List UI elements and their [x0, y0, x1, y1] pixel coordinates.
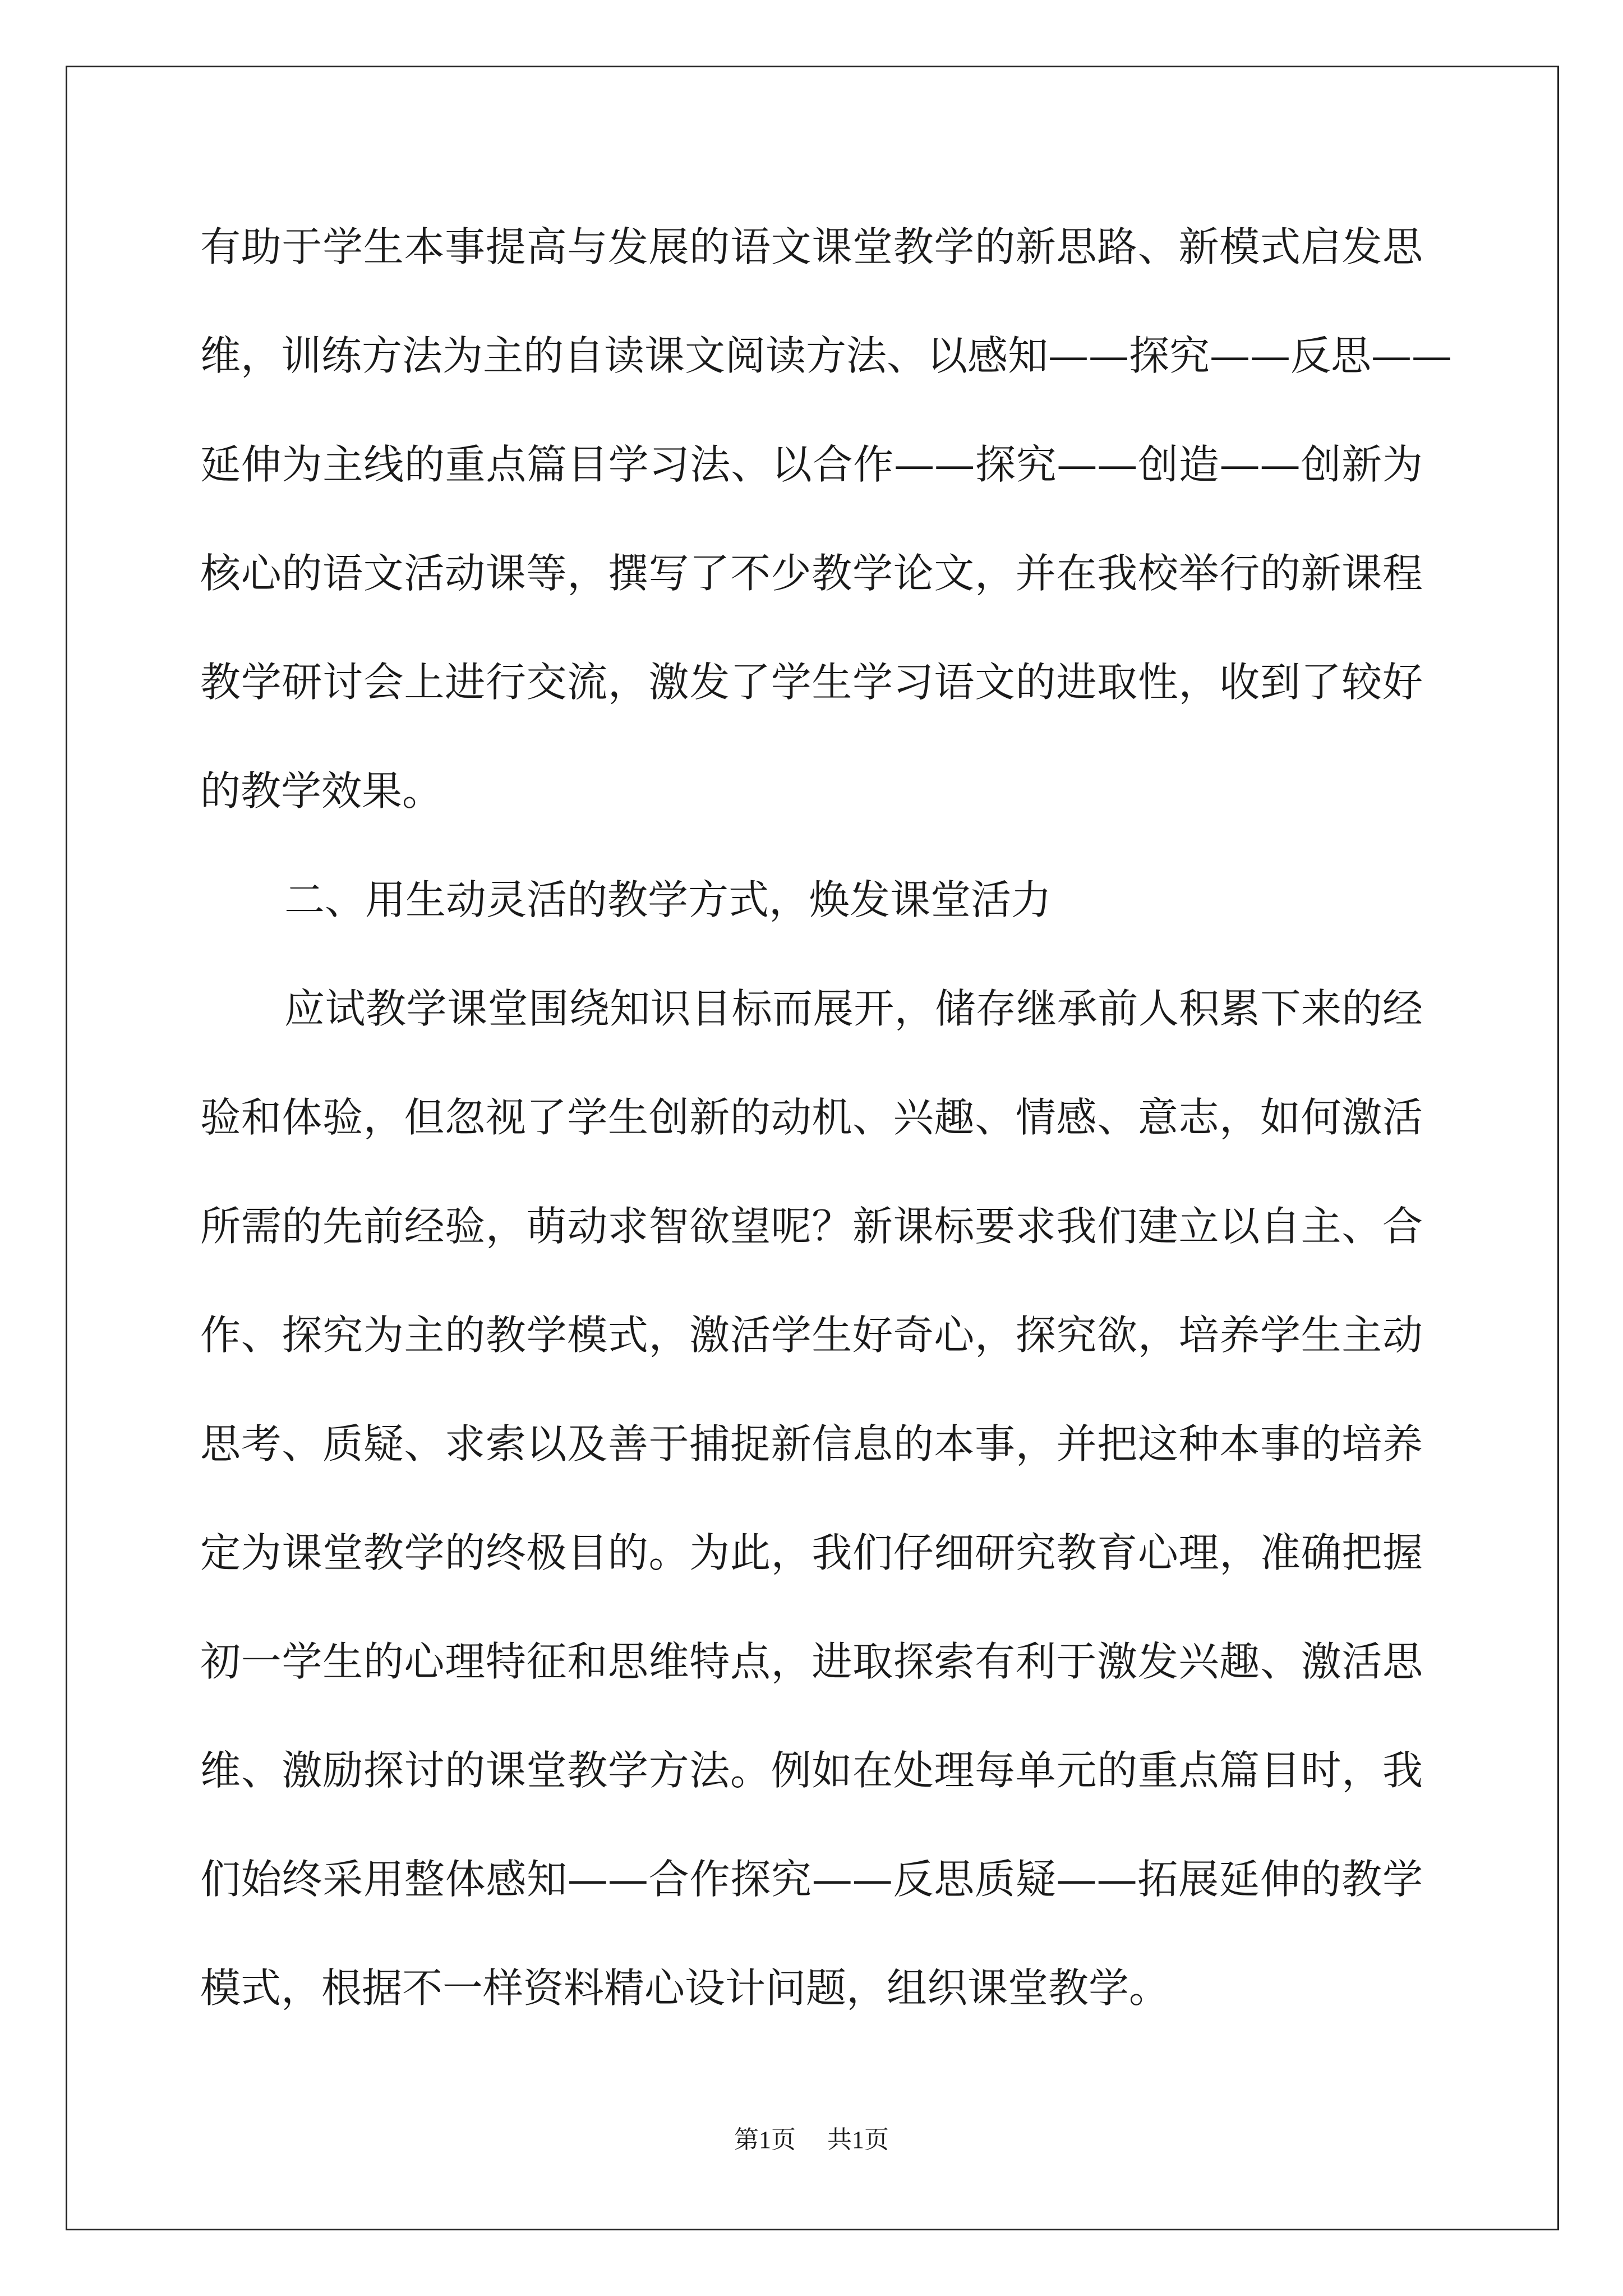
- text-line: 教学研讨会上进行交流，激发了学生学习语文的进取性，收到了较好: [200, 659, 1423, 706]
- text-line: 初一学生的心理特征和思维特点，进取探索有利于激发兴趣、激活思: [200, 1638, 1423, 1685]
- text-line: 验和体验，但忽视了学生创新的动机、兴趣、情感、意志，如何激活: [200, 1094, 1423, 1141]
- text-line: 思考、质疑、求索以及善于捕捉新信息的本事，并把这种本事的培养: [200, 1420, 1423, 1467]
- text-line: 们始终采用整体感知——合作探究——反思质疑——拓展延伸的教学: [200, 1856, 1423, 1903]
- section-heading: 二、用生动灵活的教学方式，焕发课堂活力: [284, 876, 1052, 923]
- page-number: 第1页: [734, 2126, 796, 2154]
- document-body: [200, 213, 1453, 2063]
- text-line: 有助于学生本事提高与发展的语文课堂教学的新思路、新模式启发思: [200, 223, 1423, 270]
- text-line: 应试教学课堂围绕知识目标而展开，储存继承前人积累下来的经: [284, 985, 1423, 1032]
- text-line: 维、激励探讨的课堂教学方法。例如在处理每单元的重点篇目时，我: [200, 1747, 1423, 1794]
- text-line: 维，训练方法为主的自读课文阅读方法、以感知——探究——反思——: [200, 332, 1453, 379]
- text-line: 的教学效果。: [200, 767, 443, 815]
- text-line: 所需的先前经验，萌动求智欲望呢？新课标要求我们建立以自主、合: [200, 1203, 1423, 1250]
- text-line: 模式，根据不一样资料精心设计问题，组织课堂教学。: [200, 1964, 1170, 2012]
- text-line: 定为课堂教学的终极目的。为此，我们仔细研究教育心理，准确把握: [200, 1529, 1423, 1576]
- text-line: 核心的语文活动课等，撰写了不少教学论文，并在我校举行的新课程: [200, 550, 1423, 597]
- page-total: 共1页: [827, 2126, 889, 2154]
- page-footer: [0, 2119, 1623, 2155]
- text-line: 作、探究为主的教学模式，激活学生好奇心，探究欲，培养学生主动: [200, 1312, 1423, 1359]
- text-line: 延伸为主线的重点篇目学习法、以合作——探究——创造——创新为: [200, 441, 1423, 488]
